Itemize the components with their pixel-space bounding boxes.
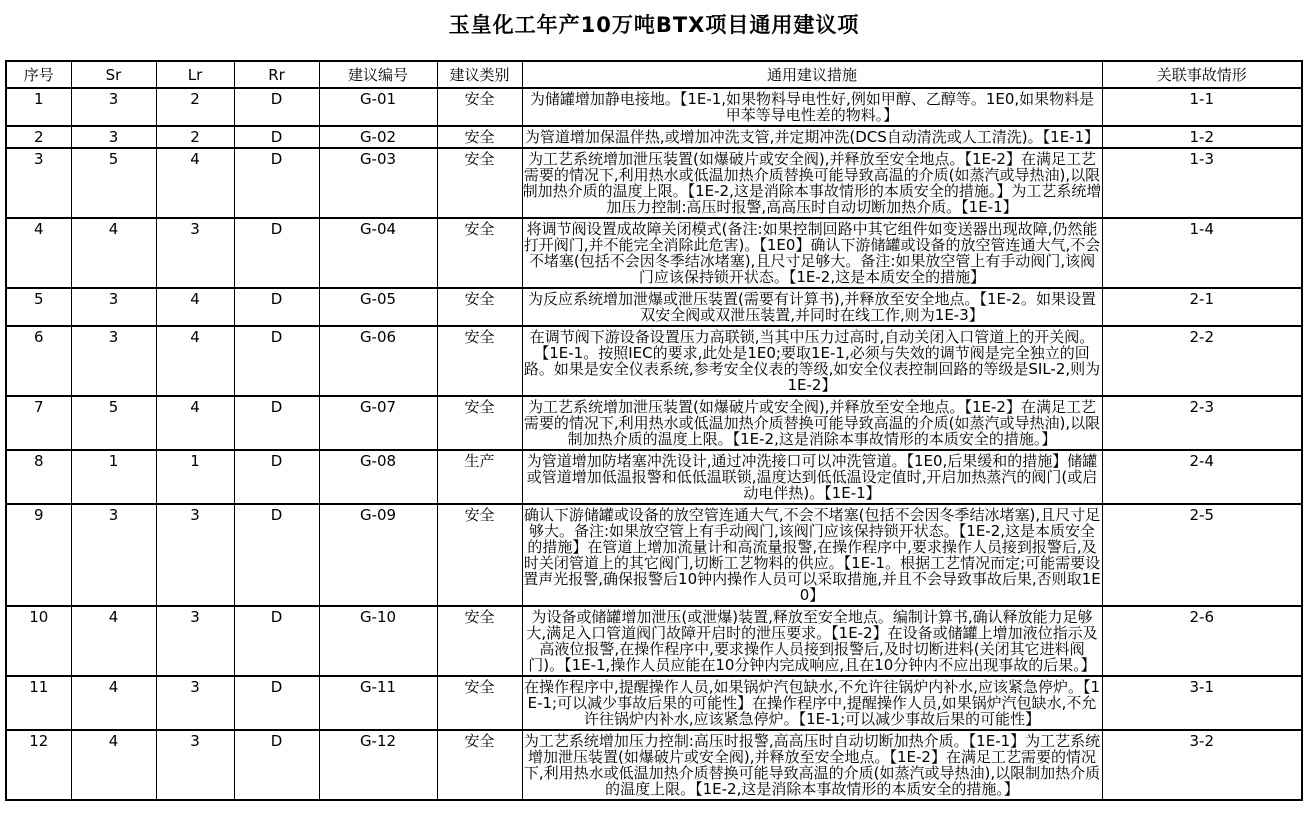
lr-cell: 2 <box>156 88 234 126</box>
scenario-cell: 3-1 <box>1102 676 1302 730</box>
scenario-cell: 2-5 <box>1102 504 1302 606</box>
lr-cell: 3 <box>156 218 234 288</box>
scenario-cell: 2-2 <box>1102 326 1302 396</box>
scenario-cell: 2-3 <box>1102 396 1302 450</box>
lr-cell: 3 <box>156 730 234 800</box>
col-header-rr: Rr <box>234 61 319 88</box>
category-cell: 安全 <box>437 396 522 450</box>
category-cell: 安全 <box>437 504 522 606</box>
code-cell: G-12 <box>319 730 437 800</box>
rr-cell: D <box>234 450 319 504</box>
code-cell: G-02 <box>319 126 437 148</box>
table-row <box>6 676 1302 730</box>
rr-cell: D <box>234 126 319 148</box>
table-row <box>6 450 1302 504</box>
code-cell: G-08 <box>319 450 437 504</box>
table-row <box>6 126 1302 148</box>
code-cell: G-06 <box>319 326 437 396</box>
table-row <box>6 606 1302 676</box>
sr-cell: 3 <box>71 504 156 606</box>
lr-cell: 3 <box>156 676 234 730</box>
sr-cell: 4 <box>71 676 156 730</box>
lr-cell: 4 <box>156 396 234 450</box>
scenario-cell: 2-1 <box>1102 288 1302 326</box>
measure-cell: 为工艺系统增加泄压装置(如爆破片或安全阀),并释放至安全地点。【1E-2】在满足工艺需要的情况下,利用热水或低温加热介质替换可能导致高温的介质(如蒸汽或导热油),以限制加热介质的温度上限。【1E-2,这是消除本事故情形的本质安全的措施。】 <box>523 398 1101 448</box>
sr-cell: 5 <box>71 148 156 218</box>
lr-cell: 3 <box>156 504 234 606</box>
table-body <box>6 88 1302 800</box>
table-header <box>6 61 1302 88</box>
measure-cell: 为储罐增加静电接地。【1E-1,如果物料导电性好,例如甲醇、乙醇等。1E0,如果物料是甲苯等导电性差的物料。】 <box>522 88 1102 126</box>
index-cell: 4 <box>6 218 71 288</box>
index-cell: 8 <box>6 450 71 504</box>
scenario-cell: 3-2 <box>1102 730 1302 800</box>
rr-cell: D <box>234 730 319 800</box>
rr-cell: D <box>234 396 319 450</box>
rr-cell: D <box>234 676 319 730</box>
scenario-cell: 2-4 <box>1102 450 1302 504</box>
code-cell: G-11 <box>319 676 437 730</box>
table-row <box>6 504 1302 606</box>
page-title: 玉皇化工年产10万吨BTX项目通用建议项 <box>448 13 860 37</box>
code-cell: G-01 <box>319 88 437 126</box>
rr-cell: D <box>234 88 319 126</box>
index-cell: 5 <box>6 288 71 326</box>
category-cell: 安全 <box>437 606 522 676</box>
col-header-category: 建议类别 <box>437 61 522 88</box>
sr-cell: 3 <box>71 288 156 326</box>
code-cell: G-05 <box>319 288 437 326</box>
code-cell: G-07 <box>319 396 437 450</box>
sr-cell: 4 <box>71 606 156 676</box>
col-header-sr: Sr <box>71 61 156 88</box>
code-cell: G-09 <box>319 504 437 606</box>
lr-cell: 4 <box>156 148 234 218</box>
col-header-index: 序号 <box>6 61 71 88</box>
rr-cell: D <box>234 218 319 288</box>
measure-cell: 为管道增加保温伴热,或增加冲洗支管,并定期冲洗(DCS自动清洗或人工清洗)。【1E-1】 <box>522 126 1102 148</box>
lr-cell: 4 <box>156 288 234 326</box>
measure-cell: 为设备或储罐增加泄压(或泄爆)装置,释放至安全地点。编制计算书,确认释放能力足够大,满足入口管道阀门故障开启时的泄压要求。【1E-2】在设备或储罐上增加液位指示及高液位报警,在操作程序中,要求操作人员接到报警后,及时切断进料(关闭其它进料阀门)。【1E-1,操作人员应能在10分钟内完成响应,且在10分钟内不应出现事故的后果。】 <box>522 606 1102 676</box>
measure-cell: 确认下游储罐或设备的放空管连通大气,不会不堵塞(包括不会因冬季结冰堵塞),且尺寸足够大。备注:如果放空管上有手动阀门,该阀门应该保持锁开状态。【1E-2,这是本质安全的措施】在管道上增加流量计和高流量报警,在操作程序中,要求操作人员接到报警后,及时关闭管道上的其它阀门,切断工艺物料的供应。【1E-1。根据工艺情况而定;可能需要设置声光报警,确保报警后10钟内操作人员可以采取措施,并且不会导致事故后果,否则取1E0】 <box>523 506 1101 604</box>
index-cell: 1 <box>6 88 71 126</box>
code-cell: G-10 <box>319 606 437 676</box>
scenario-cell: 1-1 <box>1102 88 1302 126</box>
table-row <box>6 288 1302 326</box>
category-cell: 安全 <box>437 288 522 326</box>
category-cell: 安全 <box>437 126 522 148</box>
category-cell: 安全 <box>437 88 522 126</box>
recommendations-table <box>5 60 1303 801</box>
scenario-cell: 2-6 <box>1102 606 1302 676</box>
table-row <box>6 396 1302 450</box>
code-cell: G-04 <box>319 218 437 288</box>
category-cell: 安全 <box>437 148 522 218</box>
header-row <box>6 61 1302 88</box>
category-cell: 安全 <box>437 730 522 800</box>
table-row <box>6 218 1302 288</box>
scenario-cell: 1-2 <box>1102 126 1302 148</box>
index-cell: 7 <box>6 396 71 450</box>
rr-cell: D <box>234 288 319 326</box>
measure-cell: 为工艺系统增加压力控制:高压时报警,高高压时自动切断加热介质。【1E-1】为工艺系统增加泄压装置(如爆破片或安全阀),并释放至安全地点。【1E-2】在满足工艺需要的情况下,利用热水或低温加热介质替换可能导致高温的介质(如蒸汽或导热油),以限制加热介质的温度上限。【1E-2,这是消除本事故情形的本质安全的措施。】 <box>523 732 1101 798</box>
sr-cell: 1 <box>71 450 156 504</box>
table-row <box>6 148 1302 218</box>
rr-cell: D <box>234 148 319 218</box>
lr-cell: 1 <box>156 450 234 504</box>
index-cell: 11 <box>6 676 71 730</box>
rr-cell: D <box>234 326 319 396</box>
col-header-scenario: 关联事故情形 <box>1102 61 1302 88</box>
scenario-cell: 1-3 <box>1102 148 1302 218</box>
sr-cell: 4 <box>71 730 156 800</box>
lr-cell: 3 <box>156 606 234 676</box>
rr-cell: D <box>234 504 319 606</box>
col-header-lr: Lr <box>156 61 234 88</box>
scenario-cell: 1-4 <box>1102 218 1302 288</box>
index-cell: 3 <box>6 148 71 218</box>
sr-cell: 3 <box>71 326 156 396</box>
measure-cell: 将调节阀设置成故障关闭模式(备注:如果控制回路中其它组件如变送器出现故障,仍然能打开阀门,并不能完全消除此危害)。【1E0】确认下游储罐或设备的放空管连通大气,不会不堵塞(包括不会因冬季结冰堵塞),且尺寸足够大。备注:如果放空管上有手动阀门,该阀门应该保持锁开状态。【1E-2,这是本质安全的措施】 <box>523 220 1101 286</box>
category-cell: 生产 <box>437 450 522 504</box>
measure-cell: 为管道增加防堵塞冲洗设计,通过冲洗接口可以冲洗管道。【1E0,后果缓和的措施】储罐或管道增加低温报警和低低温联锁,温度达到低低温设定值时,开启加热蒸汽的阀门(或启动电伴热)。【1E-1】 <box>522 450 1102 504</box>
measure-cell: 在操作程序中,提醒操作人员,如果锅炉汽包缺水,不允许往锅炉内补水,应该紧急停炉。【1E-1;可以减少事故后果的可能性】在操作程序中,提醒操作人员,如果锅炉汽包缺水,不允许往锅炉内补水,应该紧急停炉。【1E-1;可以减少事故后果的可能性】 <box>523 678 1101 728</box>
measure-cell: 在调节阀下游设备设置压力高联锁,当其中压力过高时,自动关闭入口管道上的开关阀。【1E-1。按照IEC的要求,此处是1E0;要取1E-1,必须与失效的调节阀是完全独立的回路。如果是安全仪表系统,参考安全仪表的等级,如安全仪表控制回路的等级是SIL-2,则为1E-2】 <box>523 328 1101 394</box>
index-cell: 10 <box>6 606 71 676</box>
sr-cell: 3 <box>71 88 156 126</box>
category-cell: 安全 <box>437 218 522 288</box>
category-cell: 安全 <box>437 676 522 730</box>
lr-cell: 4 <box>156 326 234 396</box>
table-row <box>6 730 1302 800</box>
sr-cell: 3 <box>71 126 156 148</box>
sr-cell: 4 <box>71 218 156 288</box>
index-cell: 12 <box>6 730 71 800</box>
rr-cell: D <box>234 606 319 676</box>
category-cell: 安全 <box>437 326 522 396</box>
code-cell: G-03 <box>319 148 437 218</box>
table-row <box>6 88 1302 126</box>
index-cell: 6 <box>6 326 71 396</box>
measure-cell: 为反应系统增加泄爆或泄压装置(需要有计算书),并释放至安全地点。【1E-2。如果设置双安全阀或双泄压装置,并同时在线工作,则为1E-3】 <box>522 288 1102 326</box>
index-cell: 2 <box>6 126 71 148</box>
index-cell: 9 <box>6 504 71 606</box>
col-header-code: 建议编号 <box>319 61 437 88</box>
measure-cell: 为工艺系统增加泄压装置(如爆破片或安全阀),并释放至安全地点。【1E-2】在满足工艺需要的情况下,利用热水或低温加热介质替换可能导致高温的介质(如蒸汽或导热油),以限制加热介质的温度上限。【1E-2,这是消除本事故情形的本质安全的措施。】为工艺系统增加压力控制:高压时报警,高高压时自动切断加热介质。【1E-1】 <box>522 150 1102 216</box>
sr-cell: 5 <box>71 396 156 450</box>
table-row <box>6 326 1302 396</box>
lr-cell: 2 <box>156 126 234 148</box>
col-header-measure: 通用建议措施 <box>522 61 1102 88</box>
